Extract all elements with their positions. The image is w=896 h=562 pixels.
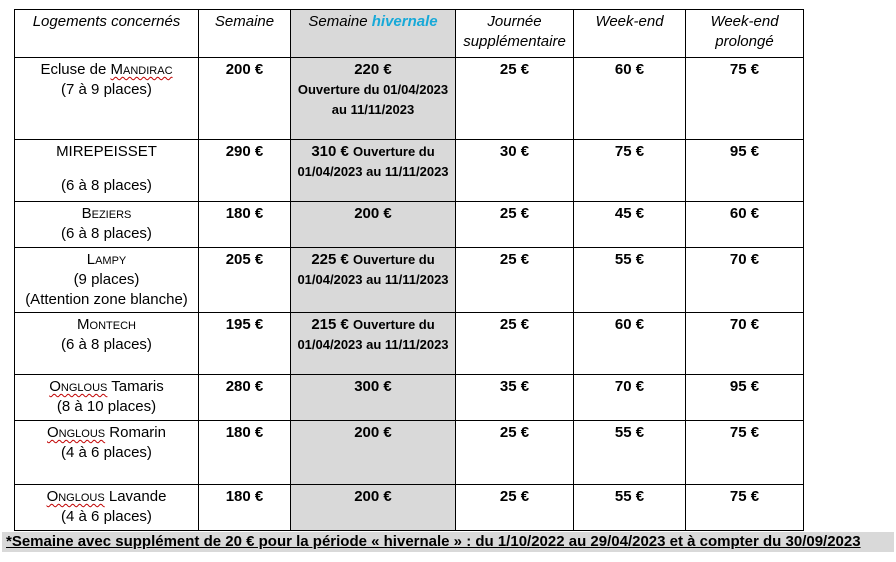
table-row [15,58,804,140]
cell-journee: 25 € [456,485,574,531]
cell-logement [15,140,199,202]
winter-price: 220 € [354,61,392,78]
cell-weekend-prolonge: 70 € [686,248,804,313]
logement-places: (4 à 6 places) [61,508,152,525]
winter-opening-note: Ouverture du 01/04/2023 au 11/11/2023 [297,82,449,117]
cell-weekend: 55 € [574,485,686,531]
cell-semaine: 180 € [199,485,291,531]
cell-weekend: 70 € [574,375,686,421]
header-semaine-hivernale-prefix: Semaine [308,13,368,30]
cell-logement [15,421,199,485]
winter-price: 225 € [311,251,349,268]
logement-places: (8 à 10 places) [56,398,157,415]
winter-price: 300 € [354,378,392,395]
logement-name: Beziers [81,205,132,222]
cell-weekend: 75 € [574,140,686,202]
cell-semaine-hivernale [291,485,456,531]
cell-journee: 25 € [456,58,574,140]
logement-name: Onglous [47,424,106,441]
cell-journee: 25 € [456,421,574,485]
cell-weekend-prolonge: 75 € [686,485,804,531]
table-row [15,202,804,248]
cell-semaine: 200 € [199,58,291,140]
cell-weekend-prolonge: 95 € [686,140,804,202]
logement-places: (6 à 8 places) [61,336,152,353]
cell-weekend: 60 € [574,313,686,375]
logement-places: (6 à 8 places) [61,177,152,194]
spacer [18,162,195,176]
cell-semaine-hivernale [291,202,456,248]
winter-opening-note: Ouverture du 01/04/2023 au 11/11/2023 [297,252,449,287]
winter-opening-note: Ouverture du 01/04/2023 au 11/11/2023 [297,317,449,352]
table-row [15,248,804,313]
header-row [15,10,804,58]
logement-name: Montech [77,316,136,333]
cell-semaine: 180 € [199,421,291,485]
logement-places: (4 à 6 places) [61,444,152,461]
cell-semaine-hivernale [291,248,456,313]
logement-name: Onglous [46,488,105,505]
cell-weekend: 55 € [574,421,686,485]
logement-name: Mandirac [110,61,173,78]
table-row [15,140,804,202]
cell-weekend-prolonge: 75 € [686,58,804,140]
cell-semaine: 195 € [199,313,291,375]
logement-places: (7 à 9 places) [61,81,152,98]
winter-price: 200 € [354,205,392,222]
cell-semaine-hivernale [291,421,456,485]
cell-weekend-prolonge: 70 € [686,313,804,375]
winter-opening-note: Ouverture du 01/04/2023 au 11/11/2023 [297,144,449,179]
winter-price: 200 € [354,424,392,441]
winter-price: 200 € [354,488,392,505]
hivernale-highlight: hivernale [371,13,438,30]
pricing-table [14,9,804,531]
logement-name-suffix: Tamaris [107,378,164,395]
cell-weekend-prolonge: 75 € [686,421,804,485]
cell-journee: 25 € [456,248,574,313]
table-row [15,421,804,485]
cell-logement [15,58,199,140]
header-weekend: Week-end [574,10,686,58]
header-weekend-prolonge: Week-end prolongé [686,10,804,58]
cell-semaine: 180 € [199,202,291,248]
cell-weekend: 60 € [574,58,686,140]
cell-weekend-prolonge: 60 € [686,202,804,248]
table-row [15,313,804,375]
cell-logement [15,485,199,531]
cell-journee: 35 € [456,375,574,421]
cell-logement [15,313,199,375]
cell-semaine-hivernale [291,140,456,202]
cell-semaine: 290 € [199,140,291,202]
cell-semaine: 280 € [199,375,291,421]
cell-journee: 30 € [456,140,574,202]
header-logements: Logements concernés [15,10,199,58]
cell-weekend: 55 € [574,248,686,313]
logement-name: Lampy [86,251,127,268]
cell-journee: 25 € [456,202,574,248]
cell-logement [15,202,199,248]
cell-weekend-prolonge: 95 € [686,375,804,421]
cell-weekend: 45 € [574,202,686,248]
winter-price: 215 € [311,316,349,333]
header-semaine-hivernale [291,10,456,58]
header-journee: Journée supplémentaire [456,10,574,58]
logement-name-prefix: Ecluse de [40,61,111,78]
cell-semaine-hivernale [291,313,456,375]
footnote: *Semaine avec supplément de 20 € pour la période « hivernale » : du 1/10/2022 au 29/04/2023 et à compter du 30/09/2023 [2,532,894,552]
table-row [15,375,804,421]
logement-places: (9 places) [73,271,140,288]
cell-semaine-hivernale [291,375,456,421]
cell-logement [15,375,199,421]
logement-name-suffix: Lavande [104,488,167,505]
cell-semaine: 205 € [199,248,291,313]
winter-price: 310 € [311,143,349,160]
logement-places: (6 à 8 places) [61,225,152,242]
cell-journee: 25 € [456,313,574,375]
header-semaine: Semaine [199,10,291,58]
logement-name-suffix: Romarin [105,424,166,441]
cell-semaine-hivernale [291,58,456,140]
logement-warning: (Attention zone blanche) [25,291,188,308]
table-row [15,485,804,531]
logement-name: MIREPEISSET [56,143,157,160]
cell-logement [15,248,199,313]
logement-name: Onglous [49,378,108,395]
